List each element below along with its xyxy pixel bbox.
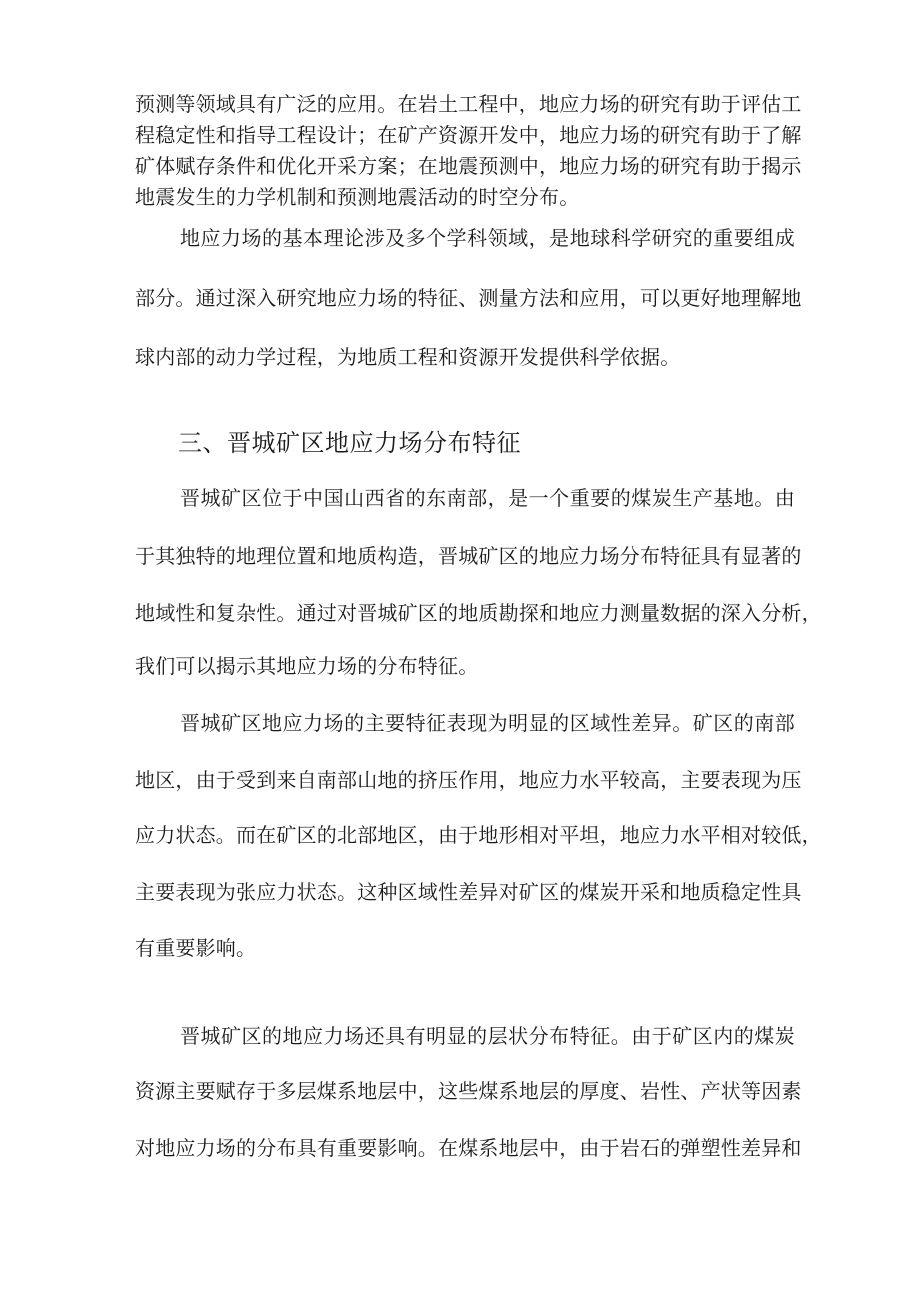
paragraph-2-line-2: 部分。通过深入研究地应力场的特征、测量方法和应用，可以更好地理解地: [135, 286, 802, 310]
section-paragraph-3-line-2: 资源主要赋存于多层煤系地层中，这些煤系地层的厚度、岩性、产状等因素: [135, 1079, 802, 1103]
section-heading: 三、晋城矿区地应力场分布特征: [178, 429, 521, 457]
section-paragraph-1-line-3: 地域性和复杂性。通过对晋城矿区的地质勘探和地应力测量数据的深入分析，: [135, 601, 822, 625]
paragraph-1-line-1: 预测等领域具有广泛的应用。在岩土工程中，地应力场的研究有助于评估工: [135, 92, 802, 116]
section-paragraph-2-line-1: 晋城矿区地应力场的主要特征表现为明显的区域性差异。矿区的南部: [180, 711, 795, 735]
section-paragraph-2-line-5: 有重要影响。: [135, 936, 257, 960]
section-paragraph-1-line-4: 我们可以揭示其地应力场的分布特征。: [135, 654, 479, 678]
paragraph-1-line-2: 程稳定性和指导工程设计；在矿产资源开发中，地应力场的研究有助于了解: [135, 123, 802, 147]
section-paragraph-2-line-3: 应力状态。而在矿区的北部地区，由于地形相对平坦，地应力水平相对较低，: [135, 823, 822, 847]
section-paragraph-1-line-2: 于其独特的地理位置和地质构造，晋城矿区的地应力场分布特征具有显著的: [135, 544, 802, 568]
section-paragraph-3-line-1: 晋城矿区的地应力场还具有明显的层状分布特征。由于矿区内的煤炭: [180, 1024, 795, 1048]
section-paragraph-1-line-1: 晋城矿区位于中国山西省的东南部，是一个重要的煤炭生产基地。由: [180, 486, 795, 510]
section-paragraph-2-line-2: 地区，由于受到来自南部山地的挤压作用，地应力水平较高，主要表现为压: [135, 768, 802, 792]
section-paragraph-3-line-3: 对地应力场的分布具有重要影响。在煤系地层中，由于岩石的弹塑性差异和: [135, 1136, 802, 1160]
paragraph-1-line-3: 矿体赋存条件和优化开采方案；在地震预测中，地应力场的研究有助于揭示: [135, 154, 802, 178]
paragraph-1-line-4: 地震发生的力学机制和预测地震活动的时空分布。: [135, 185, 580, 209]
paragraph-2-line-3: 球内部的动力学过程，为地质工程和资源开发提供科学依据。: [135, 345, 681, 369]
section-paragraph-2-line-4: 主要表现为张应力状态。这种区域性差异对矿区的煤炭开采和地质稳定性具: [135, 880, 802, 904]
paragraph-2-line-1: 地应力场的基本理论涉及多个学科领域，是地球科学研究的重要组成: [180, 226, 795, 250]
